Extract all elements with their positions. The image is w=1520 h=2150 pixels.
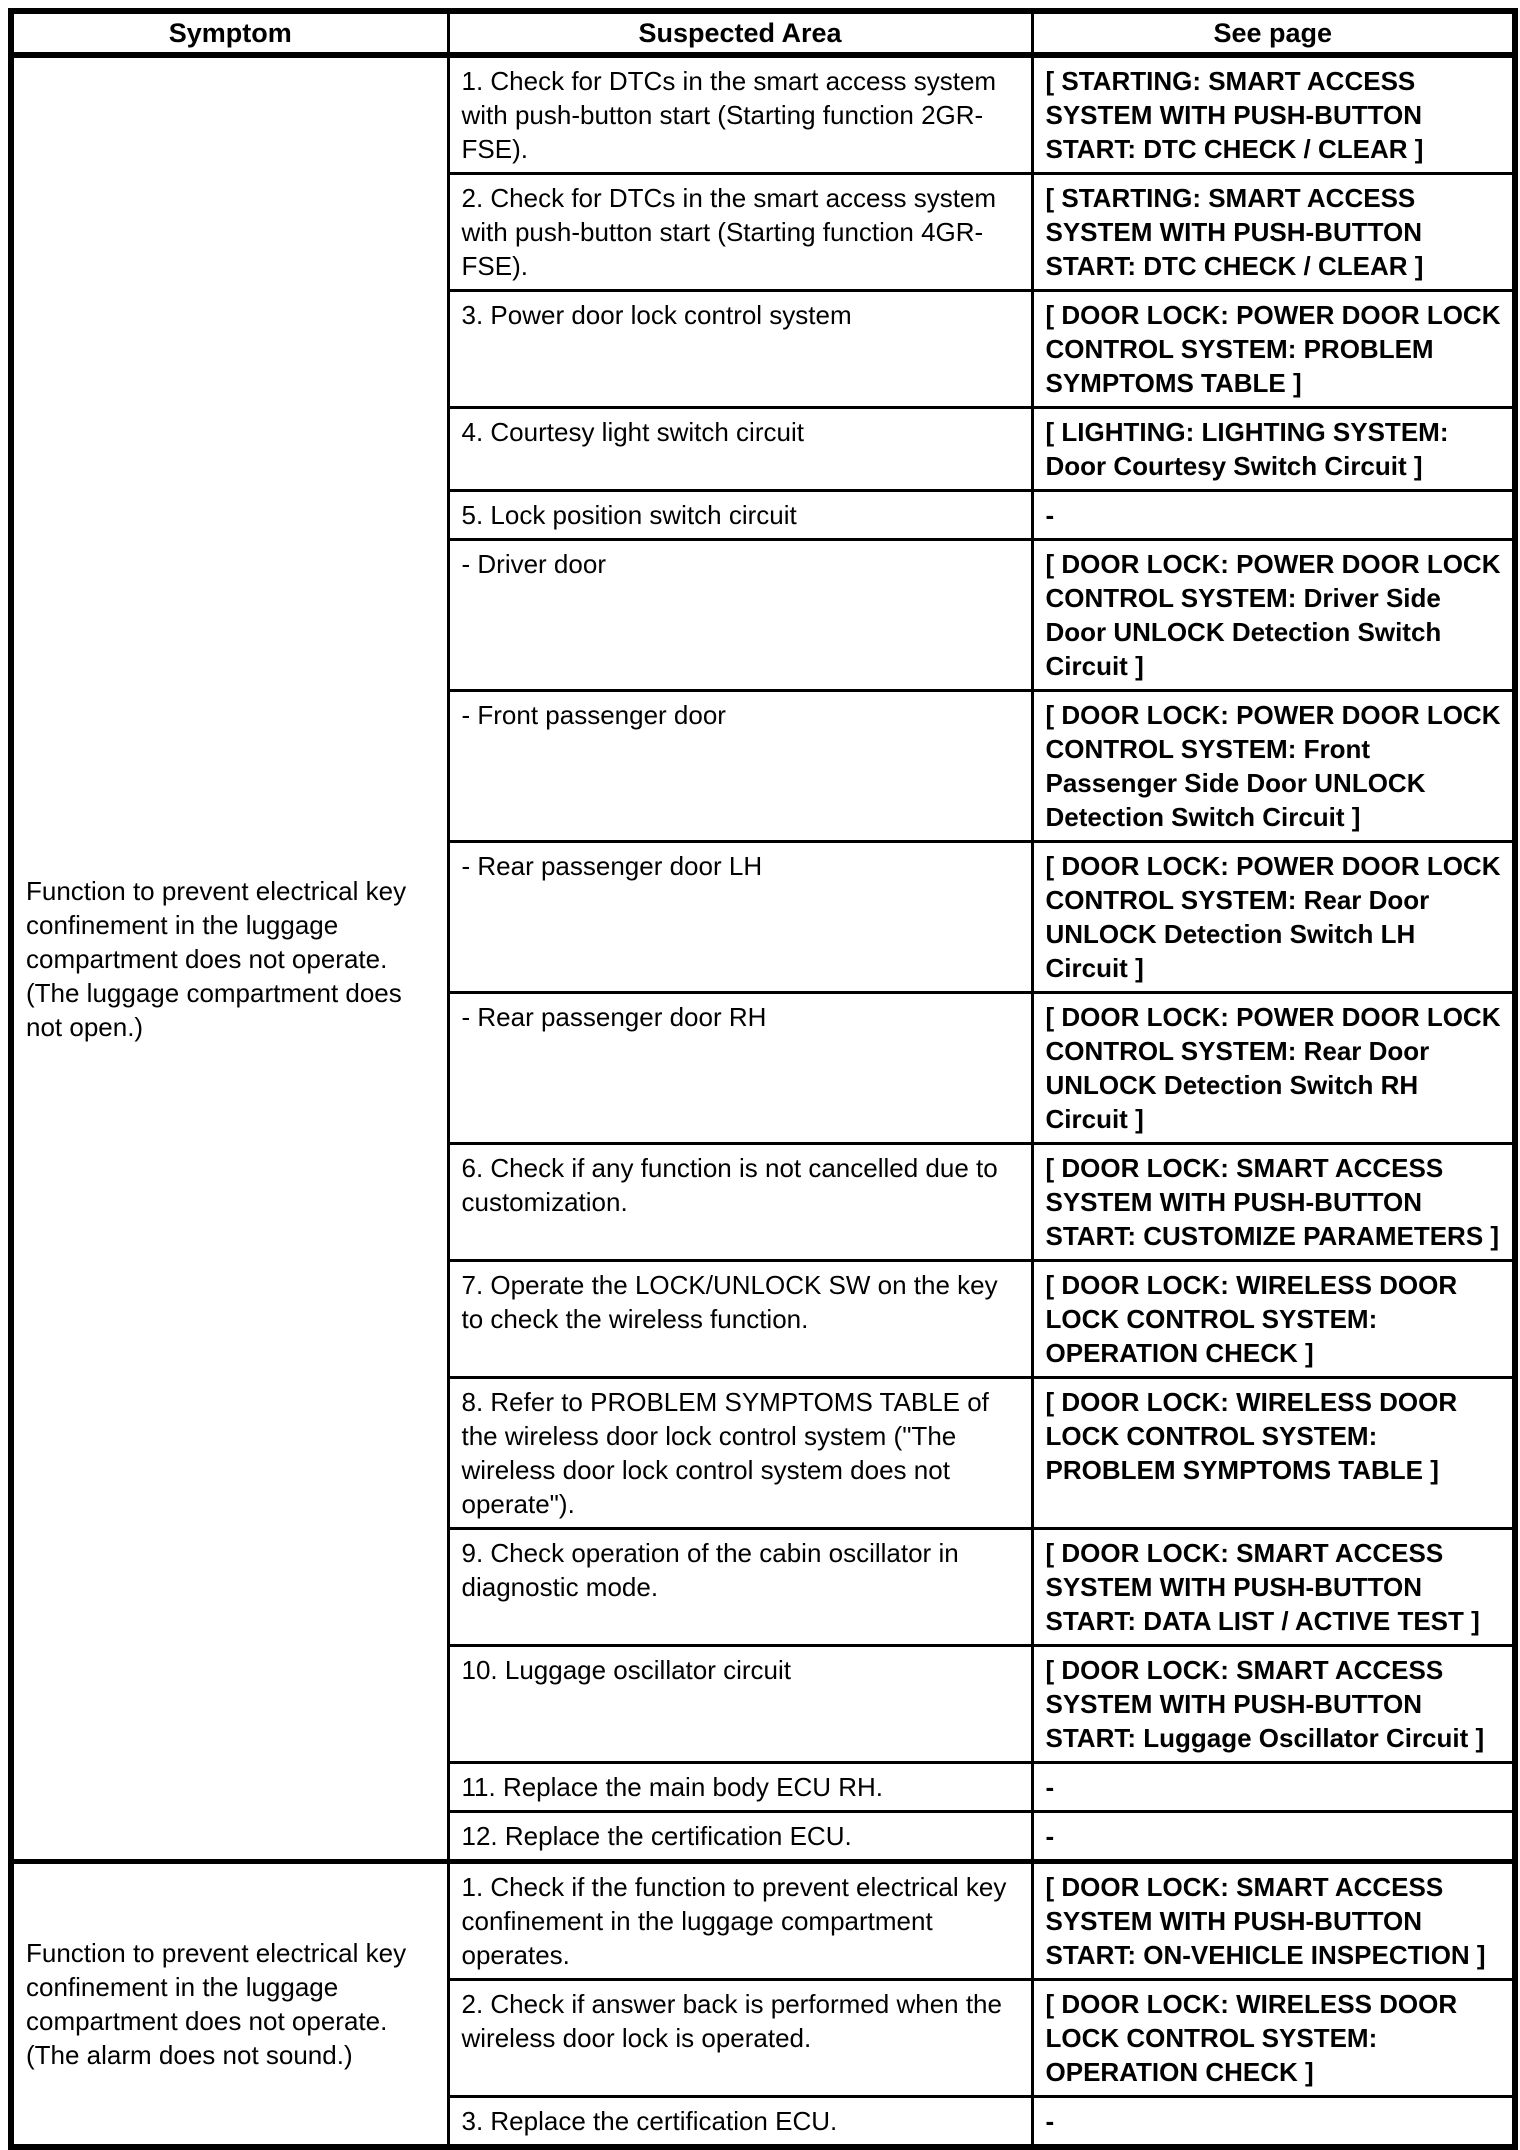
suspected-area-cell: 10. Luggage oscillator circuit [448, 1646, 1032, 1763]
see-page-cell: [ LIGHTING: LIGHTING SYSTEM: Door Courtesy Switch Circuit ] [1032, 408, 1515, 491]
see-page-cell: [ DOOR LOCK: WIRELESS DOOR LOCK CONTROL SYSTEM: OPERATION CHECK ] [1032, 1261, 1515, 1378]
header-see-page: See page [1032, 11, 1515, 55]
suspected-area-cell: 12. Replace the certification ECU. [448, 1812, 1032, 1862]
suspected-area-cell: 3. Power door lock control system [448, 291, 1032, 408]
see-page-cell: [ DOOR LOCK: POWER DOOR LOCK CONTROL SYSTEM: Driver Side Door UNLOCK Detection Switch Circuit ] [1032, 540, 1515, 691]
problem-symptoms-table [8, 8, 1518, 2150]
see-page-cell: [ DOOR LOCK: SMART ACCESS SYSTEM WITH PUSH-BUTTON START: DATA LIST / ACTIVE TEST ] [1032, 1529, 1515, 1646]
suspected-area-cell: 4. Courtesy light switch circuit [448, 408, 1032, 491]
suspected-area-cell: - Rear passenger door LH [448, 842, 1032, 993]
see-page-cell: [ DOOR LOCK: SMART ACCESS SYSTEM WITH PUSH-BUTTON START: Luggage Oscillator Circuit ] [1032, 1646, 1515, 1763]
see-page-cell: [ DOOR LOCK: WIRELESS DOOR LOCK CONTROL SYSTEM: PROBLEM SYMPTOMS TABLE ] [1032, 1378, 1515, 1529]
header-suspected-area: Suspected Area [448, 11, 1032, 55]
suspected-area-cell: 8. Refer to PROBLEM SYMPTOMS TABLE of the wireless door lock control system ("The wireless door lock control system does not operate"). [448, 1378, 1032, 1529]
suspected-area-cell: 2. Check for DTCs in the smart access system with push-button start (Starting function 4GR-FSE). [448, 174, 1032, 291]
suspected-area-cell: 6. Check if any function is not cancelled due to customization. [448, 1144, 1032, 1261]
see-page-cell: [ DOOR LOCK: SMART ACCESS SYSTEM WITH PUSH-BUTTON START: ON-VEHICLE INSPECTION ] [1032, 1862, 1515, 1980]
suspected-area-cell: - Front passenger door [448, 691, 1032, 842]
suspected-area-cell: 7. Operate the LOCK/UNLOCK SW on the key to check the wireless function. [448, 1261, 1032, 1378]
suspected-area-cell: 1. Check for DTCs in the smart access system with push-button start (Starting function 2GR-FSE). [448, 55, 1032, 174]
table-header-row [11, 11, 1515, 55]
suspected-area-cell: 1. Check if the function to prevent electrical key confinement in the luggage compartment operates. [448, 1862, 1032, 1980]
suspected-area-cell: 3. Replace the certification ECU. [448, 2097, 1032, 2148]
see-page-cell: - [1032, 1812, 1515, 1862]
suspected-area-cell: 5. Lock position switch circuit [448, 491, 1032, 540]
suspected-area-cell: - Driver door [448, 540, 1032, 691]
see-page-cell: [ DOOR LOCK: SMART ACCESS SYSTEM WITH PUSH-BUTTON START: CUSTOMIZE PARAMETERS ] [1032, 1144, 1515, 1261]
see-page-cell: [ DOOR LOCK: POWER DOOR LOCK CONTROL SYSTEM: Rear Door UNLOCK Detection Switch RH Circuit ] [1032, 993, 1515, 1144]
suspected-area-cell: 11. Replace the main body ECU RH. [448, 1763, 1032, 1812]
table-row [11, 55, 1515, 174]
see-page-cell: [ DOOR LOCK: POWER DOOR LOCK CONTROL SYSTEM: Rear Door UNLOCK Detection Switch LH Circuit ] [1032, 842, 1515, 993]
symptom-cell: Function to prevent electrical key confinement in the luggage compartment does not operate. (The alarm does not sound.) [11, 1862, 448, 2148]
see-page-cell: - [1032, 1763, 1515, 1812]
see-page-cell: [ DOOR LOCK: WIRELESS DOOR LOCK CONTROL SYSTEM: OPERATION CHECK ] [1032, 1980, 1515, 2097]
suspected-area-cell: 2. Check if answer back is performed when the wireless door lock is operated. [448, 1980, 1032, 2097]
suspected-area-cell: - Rear passenger door RH [448, 993, 1032, 1144]
see-page-cell: - [1032, 2097, 1515, 2148]
suspected-area-cell: 9. Check operation of the cabin oscillator in diagnostic mode. [448, 1529, 1032, 1646]
see-page-cell: [ STARTING: SMART ACCESS SYSTEM WITH PUSH-BUTTON START: DTC CHECK / CLEAR ] [1032, 55, 1515, 174]
see-page-cell: [ STARTING: SMART ACCESS SYSTEM WITH PUSH-BUTTON START: DTC CHECK / CLEAR ] [1032, 174, 1515, 291]
see-page-cell: - [1032, 491, 1515, 540]
see-page-cell: [ DOOR LOCK: POWER DOOR LOCK CONTROL SYSTEM: Front Passenger Side Door UNLOCK Detection Switch Circuit ] [1032, 691, 1515, 842]
header-symptom: Symptom [11, 11, 448, 55]
see-page-cell: [ DOOR LOCK: POWER DOOR LOCK CONTROL SYSTEM: PROBLEM SYMPTOMS TABLE ] [1032, 291, 1515, 408]
table-row [11, 1862, 1515, 1980]
symptom-cell: Function to prevent electrical key confinement in the luggage compartment does not operate. (The luggage compartment does not open.) [11, 55, 448, 1862]
